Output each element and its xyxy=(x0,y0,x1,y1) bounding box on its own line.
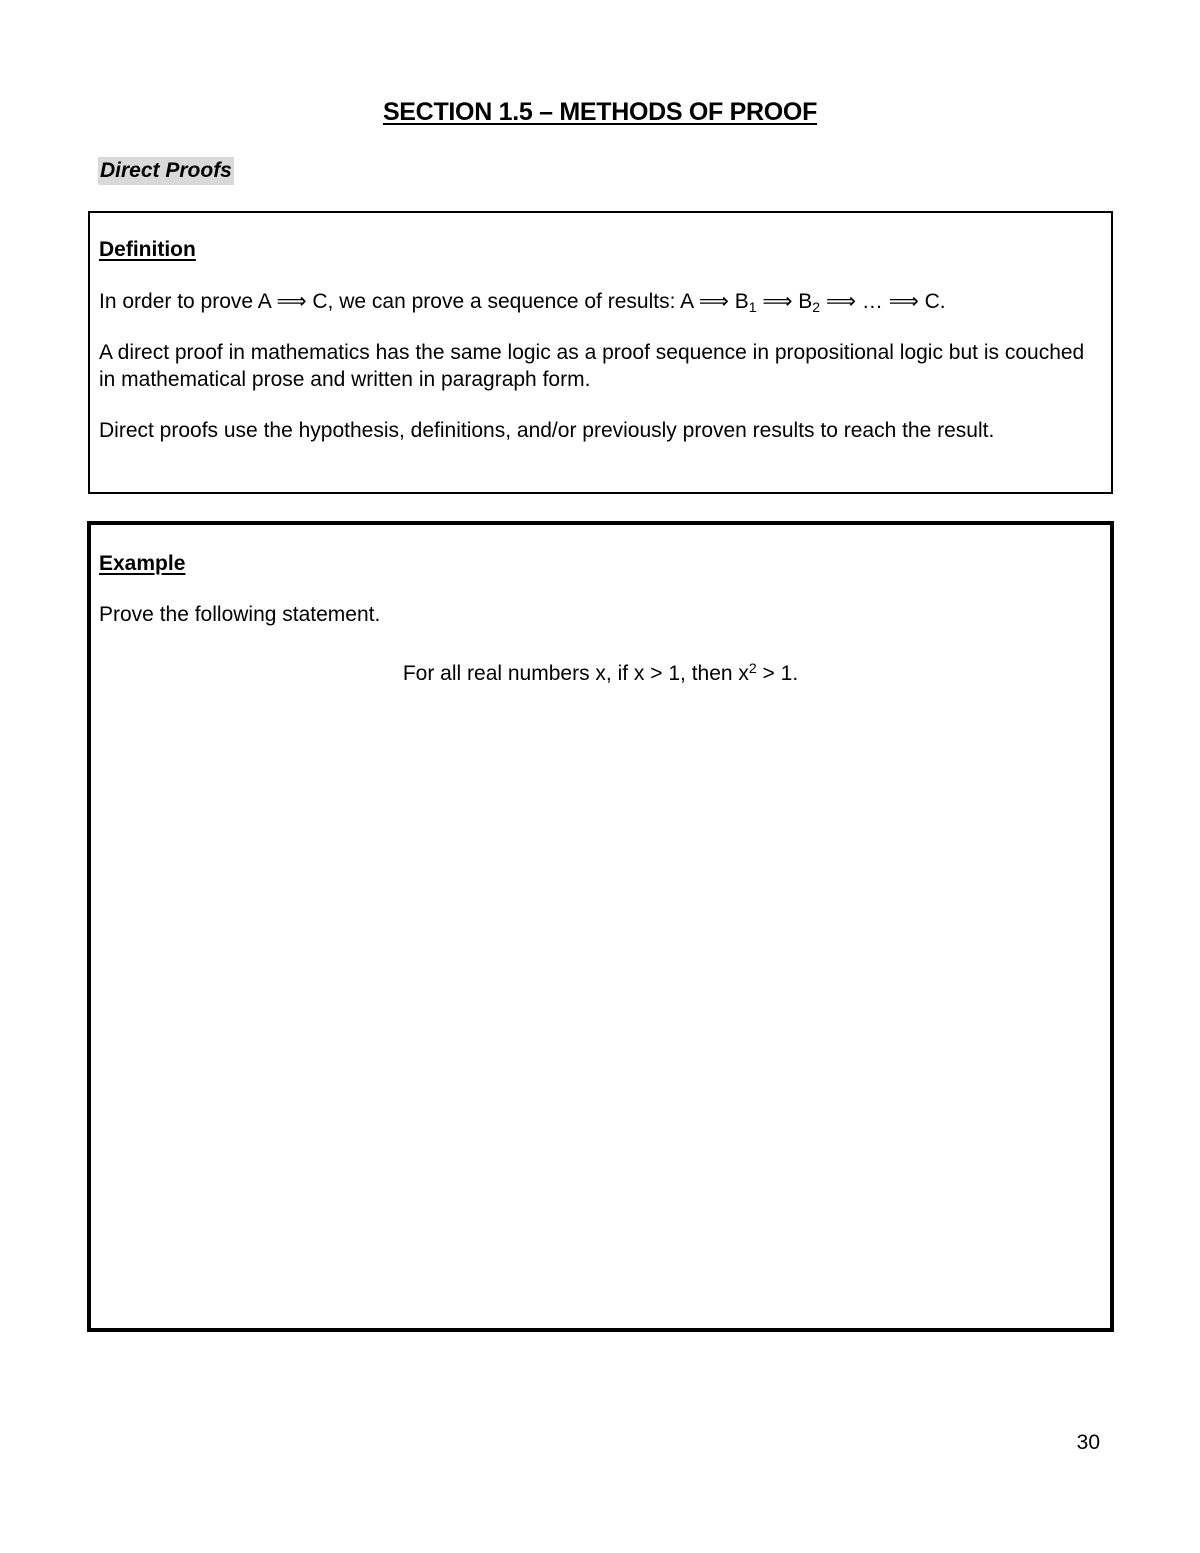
statement-text-1: For all real numbers x, if x > 1, then x xyxy=(402,662,749,685)
definition-heading: Definition xyxy=(99,238,196,261)
example-box xyxy=(87,521,1114,1332)
page-title: SECTION 1.5 – METHODS OF PROOF xyxy=(382,98,818,126)
def-p1-subscript-1: 1 xyxy=(748,299,757,315)
def-p1-subscript-2: 2 xyxy=(812,299,821,315)
example-prompt: Prove the following statement. xyxy=(99,603,381,626)
def-p1-text-2: ⟹ B xyxy=(756,290,813,313)
page-number: 30 xyxy=(1076,1431,1100,1454)
statement-text-2: > 1. xyxy=(756,662,799,685)
definition-box xyxy=(88,211,1113,494)
definition-paragraph-1 xyxy=(99,288,1099,321)
def-p1-text-3: ⟹ … ⟹ C. xyxy=(820,290,946,313)
def-p1-text-1: In order to prove A ⟹ C, we can prove a sequence of results: A ⟹ B xyxy=(99,290,749,313)
statement-exponent: 2 xyxy=(748,660,757,676)
example-heading: Example xyxy=(99,552,186,575)
definition-paragraph-2: A direct proof in mathematics has the same logic as a proof sequence in propositional logic but is couched in mathematical prose and written in paragraph form. xyxy=(99,341,1085,391)
example-statement xyxy=(91,653,1110,689)
subsection-heading: Direct Proofs xyxy=(98,157,234,185)
definition-paragraph-3: Direct proofs use the hypothesis, definitions, and/or previously proven results to reach the result. xyxy=(99,419,995,442)
